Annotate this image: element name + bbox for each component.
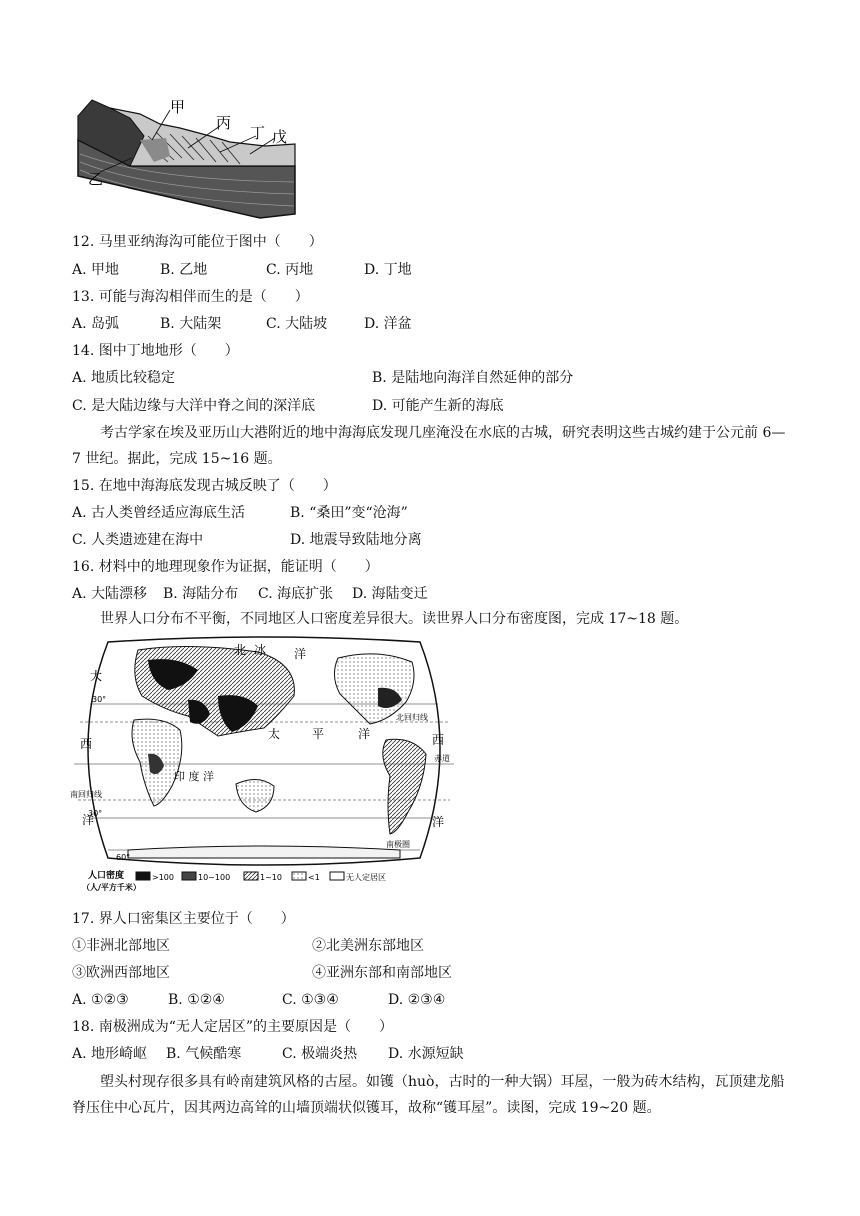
- map-label-taiping-ping: 平: [312, 727, 325, 741]
- map-label-yang-top: 洋: [294, 647, 307, 661]
- question-12-stem: 12. 马里亚纳海沟可能位于图中（ ）: [72, 234, 323, 250]
- question-13-option-b[interactable]: B. 大陆架: [160, 316, 222, 332]
- question-17-item-1: ①非洲北部地区: [72, 938, 170, 954]
- question-14-stem: 14. 图中丁地地形（ ）: [72, 343, 239, 359]
- question-17-stem: 17. 界人口密集区主要位于（ ）: [72, 911, 295, 927]
- map-label-xi-left: 西: [80, 737, 93, 751]
- question-15-option-c[interactable]: C. 人类遗迹建在海中: [72, 532, 204, 548]
- question-12-option-c[interactable]: C. 丙地: [266, 262, 314, 278]
- legend-label-uninhabited: 无人定居区: [346, 873, 386, 882]
- map-label-da: 大: [90, 669, 103, 683]
- map-label-xi-right: 西: [432, 733, 445, 747]
- question-15-option-d[interactable]: D. 地震导致陆地分离: [290, 532, 422, 548]
- map-label-beihuigui: 北回归线: [396, 713, 428, 722]
- question-18-option-b[interactable]: B. 气候酷寒: [166, 1046, 242, 1062]
- question-16-option-c[interactable]: C. 海底扩张: [258, 586, 334, 602]
- legend-swatch-lt1: [292, 872, 306, 880]
- label-bing: 丙: [216, 114, 232, 132]
- map-label-taiping-yang: 洋: [358, 727, 371, 741]
- question-17-item-4: ④亚洲东部和南部地区: [312, 965, 452, 981]
- map-label-yang-right: 洋: [432, 815, 445, 829]
- map-label-nanhuigui: 南回归线: [70, 790, 102, 799]
- label-ding: 丁: [250, 124, 266, 142]
- question-12-option-b[interactable]: B. 乙地: [160, 262, 208, 278]
- legend-label-gt100: >100: [152, 873, 174, 882]
- question-12-option-a[interactable]: A. 甲地: [72, 262, 120, 278]
- map-label-lat30n: 30°: [92, 695, 107, 704]
- question-17-item-3: ③欧洲西部地区: [72, 965, 170, 981]
- question-13-option-c[interactable]: C. 大陆坡: [266, 316, 328, 332]
- map-label-chidao: 赤道: [434, 754, 450, 763]
- legend-label-1-10: 1~10: [260, 873, 282, 882]
- legend-label-lt1: <1: [308, 873, 320, 882]
- question-15-stem: 15. 在地中海海底发现古城反映了（ ）: [72, 478, 337, 494]
- question-13-option-d[interactable]: D. 洋盆: [364, 316, 412, 332]
- map-label-yang-left: 洋: [82, 813, 95, 827]
- question-14-option-d[interactable]: D. 可能产生新的海底: [372, 398, 504, 414]
- passage-population: 世界人口分布不平衡，不同地区人口密度差异很大。读世界人口分布密度图，完成 17~18 题。: [100, 611, 689, 627]
- ocean-floor-block-diagram: [70, 96, 310, 220]
- legend-swatch-uninhabited: [330, 872, 344, 880]
- label-yi: 乙: [88, 170, 104, 188]
- question-18-option-d[interactable]: D. 水源短缺: [388, 1046, 464, 1062]
- world-population-density-map: [68, 636, 460, 898]
- question-16-option-b[interactable]: B. 海陆分布: [163, 586, 239, 602]
- legend-swatch-1-10: [244, 872, 258, 880]
- map-label-india-ocean: 印 度 洋: [174, 770, 214, 783]
- question-17-option-c[interactable]: C. ①③④: [282, 992, 339, 1008]
- question-17-option-d[interactable]: D. ②③④: [388, 992, 446, 1008]
- question-18-option-c[interactable]: C. 极端炎热: [282, 1046, 358, 1062]
- question-13-option-a[interactable]: A. 岛弧: [72, 316, 120, 332]
- map-label-bei: 北: [234, 643, 247, 657]
- map-label-lat60s: 60°: [116, 853, 131, 862]
- question-15-option-a[interactable]: A. 古人类曾经适应海底生活: [72, 505, 246, 521]
- map-label-taiping-tai: 太: [268, 727, 281, 741]
- legend-swatch-10-100: [182, 872, 196, 880]
- question-18-option-a[interactable]: A. 地形崎岖: [72, 1046, 148, 1062]
- question-14-option-a[interactable]: A. 地质比较稳定: [72, 370, 176, 386]
- question-18-stem: 18. 南极洲成为“无人定居区”的主要原因是（ ）: [72, 1019, 394, 1035]
- map-label-lat30s: 30°: [88, 809, 103, 818]
- legend-unit: （人/平方千米）: [82, 883, 141, 892]
- legend-label-10-100: 10~100: [198, 873, 231, 882]
- label-wu: 戊: [272, 128, 288, 146]
- passage-ancient-cities: 考古学家在埃及亚历山大港附近的地中海海底发现几座淹没在水底的古城，研究表明这些古城约建于公元前 6—7 世纪。据此，完成 15~16 题。: [72, 425, 786, 467]
- question-13-stem: 13. 可能与海沟相伴而生的是（ ）: [72, 289, 309, 305]
- question-14-option-b[interactable]: B. 是陆地向海洋自然延伸的部分: [372, 370, 574, 386]
- question-17-option-a[interactable]: A. ①②③: [72, 992, 129, 1008]
- map-label-nanji: 南极圈: [386, 840, 410, 849]
- legend-title: 人口密度: [88, 871, 125, 881]
- question-17-option-b[interactable]: B. ①②④: [168, 992, 225, 1008]
- map-label-bing: 冰: [254, 643, 267, 657]
- question-12-option-d[interactable]: D. 丁地: [364, 262, 412, 278]
- label-jia: 甲: [170, 98, 186, 116]
- question-16-stem: 16. 材料中的地理现象作为证据，能证明（ ）: [72, 559, 379, 575]
- question-15-option-b[interactable]: B. “桑田”变“沧海”: [290, 505, 408, 521]
- passage-wok-ear-house: 塱头村现存很多具有岭南建筑风格的古屋。如镬（huò，古时的一种大锅）耳屋，一般为砖木结构，瓦顶建龙船脊压住中心瓦片，因其两边高耸的山墙顶端状似镬耳，故称“镬耳屋”。读图，完成 19~20 题。: [72, 1074, 785, 1116]
- question-16-option-d[interactable]: D. 海陆变迁: [352, 586, 428, 602]
- legend-swatch-gt100: [136, 872, 150, 880]
- question-17-item-2: ②北美洲东部地区: [312, 938, 424, 954]
- question-16-option-a[interactable]: A. 大陆漂移: [72, 586, 148, 602]
- question-14-option-c[interactable]: C. 是大陆边缘与大洋中脊之间的深洋底: [72, 398, 316, 414]
